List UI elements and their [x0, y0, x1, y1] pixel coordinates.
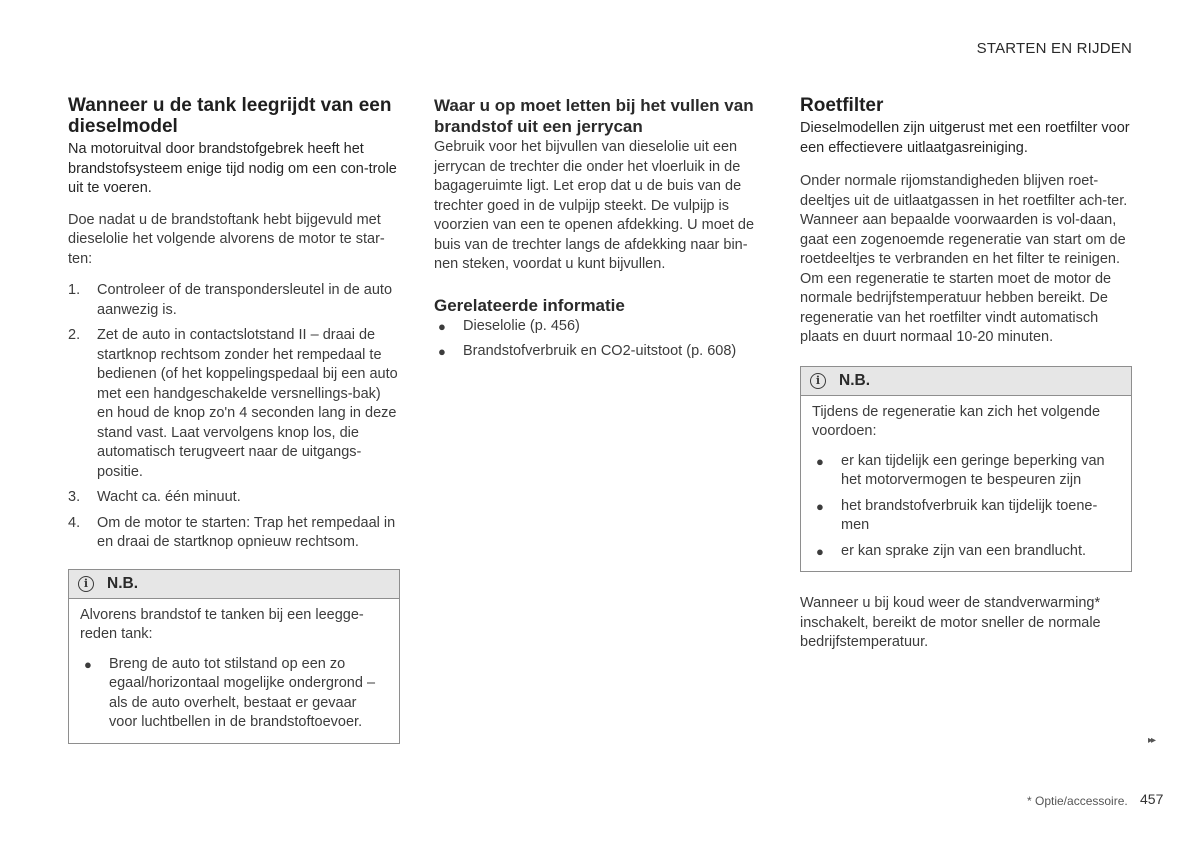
list-item: ● Breng de auto tot stilstand op een zo egaal/horizontaal mogelijke ondergrond – als de auto overhelt, bestaat er gevaar voor luchtbellen in de brandstoftoevoer.: [84, 655, 376, 730]
related-link[interactable]: ● Brandstofverbruik en CO2-uitstoot (p. 608): [438, 343, 737, 359]
note-body: [801, 396, 1131, 572]
note-title: N.B.: [107, 574, 138, 592]
instruction-text: Doe nadat u de brandstoftank hebt bijgevuld met dieselolie het volgende alvorens de motor te star-ten:: [68, 211, 385, 267]
column-jerrycan: [434, 95, 766, 368]
intro-text: Dieselmodellen zijn uitgerust met een roetfilter voor een effectievere uitlaatgasreiniging.: [800, 120, 1130, 156]
steps-list: [68, 281, 400, 553]
list-item: ● er kan tijdelijk een geringe beperking van het motorvermogen te bespeuren zijn: [816, 452, 1105, 488]
jerrycan-text: Gebruik voor het bijvullen van dieselolie uit een jerrycan de trechter die onder het vloerluik in de bagageruimte ligt. Let erop dat u de buis van de trechter goed in de vulpijp steekt. De vulpijp is voorzien van een te openen afdekking. U moet de buis van de trechter langs de afdekking naar bin-nen steken, voordat u kunt bijvullen.: [434, 139, 755, 272]
list-item: 2. Zet de auto in contactslotstand II – draai de startknop rechtsom zonder het rempedaal te bedienen (of het koppelingspedaal bij een auto met een handgeschakelde versnellings-bak) en houd de knop zo'n 4 seconden lang in deze stand vast. Laat vervolgens knop los, die automatisch terugveert naar de uitgangs-positie.: [68, 327, 398, 480]
list-item: ● er kan sprake zijn van een brandlucht.: [816, 542, 1087, 559]
note-text: Tijdens de regeneratie kan zich het volgende voordoen:: [812, 403, 1101, 439]
heading-soot-filter: Roetfilter: [800, 95, 884, 116]
note-bullets: [812, 452, 1120, 562]
section-header: STARTEN EN RIJDEN: [976, 40, 1132, 57]
column-soot-filter: [800, 95, 1132, 665]
page-number: 457: [1140, 791, 1164, 807]
note-header: [69, 570, 399, 599]
heading-related-info: Gerelateerde informatie: [434, 295, 625, 315]
intro-text: Na motoruitval door brandstofgebrek heeft het brandstofsysteem enige tijd nodig om een con-trole uit te voeren.: [68, 141, 397, 196]
related-link[interactable]: ● Dieselolie (p. 456): [438, 317, 580, 334]
list-item: ● het brandstofverbruik kan tijdelijk toene-men: [816, 497, 1098, 533]
note-bullets: [80, 655, 388, 733]
preheater-text: Wanneer u bij koud weer de standverwarming* inschakelt, bereikt de motor sneller de normale bedrijfstemperatuur.: [800, 595, 1101, 650]
info-icon: i: [78, 576, 94, 592]
column-empty-tank: [68, 95, 400, 744]
heading-jerrycan: Waar u op moet letten bij het vullen van brandstof uit een jerrycan: [434, 96, 754, 136]
note-text: Alvorens brandstof te tanken bij een leegge-reden tank:: [80, 606, 364, 642]
note-body: [69, 599, 399, 743]
footnote: * Optie/accessoire.: [1027, 794, 1128, 808]
list-item: 3. Wacht ca. één minuut.: [68, 489, 241, 505]
heading-empty-tank: Wanneer u de tank leegrijdt van een dieselmodel: [68, 95, 392, 137]
regeneration-text: Onder normale rijomstandigheden blijven roet-deeltjes uit de uitlaatgassen in het roetfilter ach-ter. Wanneer aan bepaalde voorwaarden is vol-daan, gaat een zogenoemde regeneratie van start om de roetdeeltjes te verbranden en het filter te reinigen. Om een regeneratie te starten moet de motor de normale bedrijfstemperatuur hebben bereikt. De regeneratie van het roetfilter vindt automatisch plaats en duurt normaal 10-20 minuten.: [800, 173, 1128, 345]
list-item: 1. Controleer of de transpondersleutel in de auto aanwezig is.: [68, 282, 393, 318]
note-box: [68, 569, 400, 744]
related-links: [434, 317, 766, 362]
list-item: 4. Om de motor te starten: Trap het rempedaal in en draai de startknop opnieuw rechtsom.: [68, 514, 396, 550]
note-title: N.B.: [839, 371, 870, 389]
note-header: [801, 367, 1131, 396]
note-box: [800, 366, 1132, 573]
continue-arrows-icon: ▸▸: [1148, 735, 1155, 746]
info-icon: i: [810, 373, 826, 389]
